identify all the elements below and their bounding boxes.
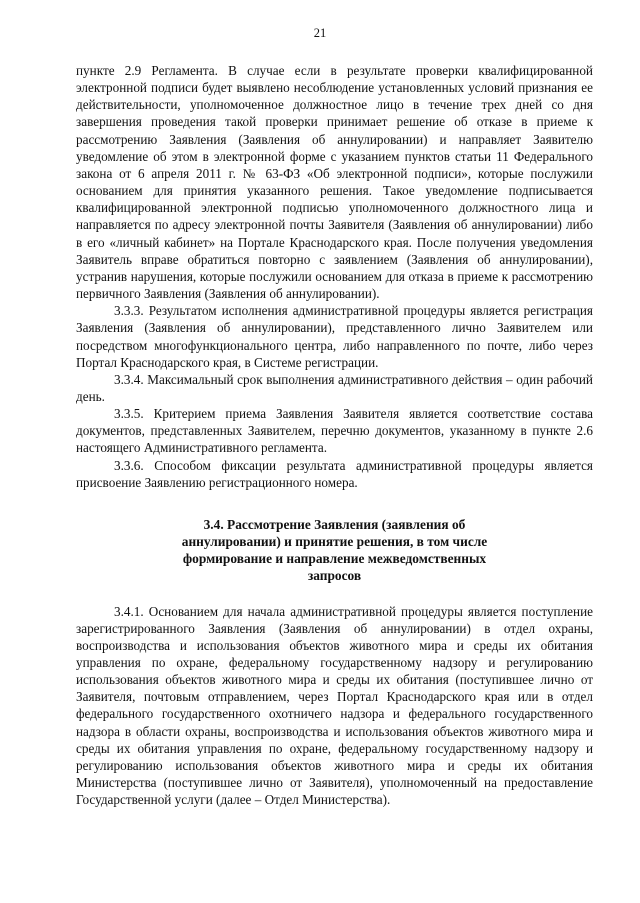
- paragraph-3-3-4: 3.3.4. Максимальный срок выполнения административного действия – один рабочий день.: [76, 371, 593, 404]
- section-heading-3-4: 3.4. Рассмотрение Заявления (заявления об аннулировании) и принятие решения, в том числе формирование и направление межведомственных запросов: [181, 516, 488, 584]
- paragraph-3-4-1: 3.4.1. Основанием для начала административной процедуры является поступление зарегистрированного Заявления (Заявления об аннулировании) в отдел охраны, воспроизводства и использования объектов животного мира и среды их обитания управления по охране, федеральному государственному надзору и регулированию использования объектов животного мира и среды их обитания (поступившее лично от Заявителя, почтовым отправлением, через Портал Краснодарского края или в отдел федерального государственного охотничего надзора и федерального государственного надзора в области охраны, воспроизводства и использования объектов животного мира и среды их обитания управления по охране, федеральному государственному надзору и регулированию использования объектов животного мира и среды их обитания Министерства (поступившее лично от Заявителя), уполномоченный на предоставление Государственной услуги (далее – Отдел Министерства).: [76, 603, 593, 808]
- paragraph-3-3-6: 3.3.6. Способом фиксации результата административной процедуры является присвоение Заявлению регистрационного номера.: [76, 457, 593, 490]
- paragraph-3-3-5: 3.3.5. Критерием приема Заявления Заявителя является соответствие состава документов, представленных Заявителем, перечню документов, указанному в пункте 2.6 настоящего Административного регламента.: [76, 406, 593, 456]
- page-number: 21: [313, 26, 327, 40]
- document-body: [76, 62, 593, 808]
- paragraph-continuation: пункте 2.9 Регламента. В случае если в результате проверки квалифицированной электронной подписи будет выявлено несоблюдение установленных условий признания ее действительности, уполномоченное должностное лицо в течение трех дней со дня завершения проведения такой проверки принимает решение об отказе в приеме к рассмотрению Заявления (Заявления об аннулировании) и направляет Заявителю уведомление об этом в электронной форме с указанием пунктов статьи 11 Федерального закона от 6 апреля 2011 г. № 63-ФЗ «Об электронной подписи», которые послужили основанием для принятия указанного решения. Такое уведомление подписывается квалифицированной электронной подписью уполномоченного должностного лица и направляется по адресу электронной почты Заявителя (Заявления об аннулировании) либо в его «личный кабинет» на Портале Краснодарского края. После получения уведомления Заявитель вправе обратиться повторно с заявлением (Заявления об аннулировании), устранив нарушения, которые послужили основанием для отказа в приеме к рассмотрению первичного Заявления (Заявления об аннулировании).: [76, 63, 593, 302]
- paragraph-3-3-3: 3.3.3. Результатом исполнения административной процедуры является регистрация Заявления (Заявления об аннулировании), представленного лично Заявителем или посредством многофункционального центра, либо направленного по почте, либо через Портал Краснодарского края, в Системе регистрации.: [76, 303, 593, 370]
